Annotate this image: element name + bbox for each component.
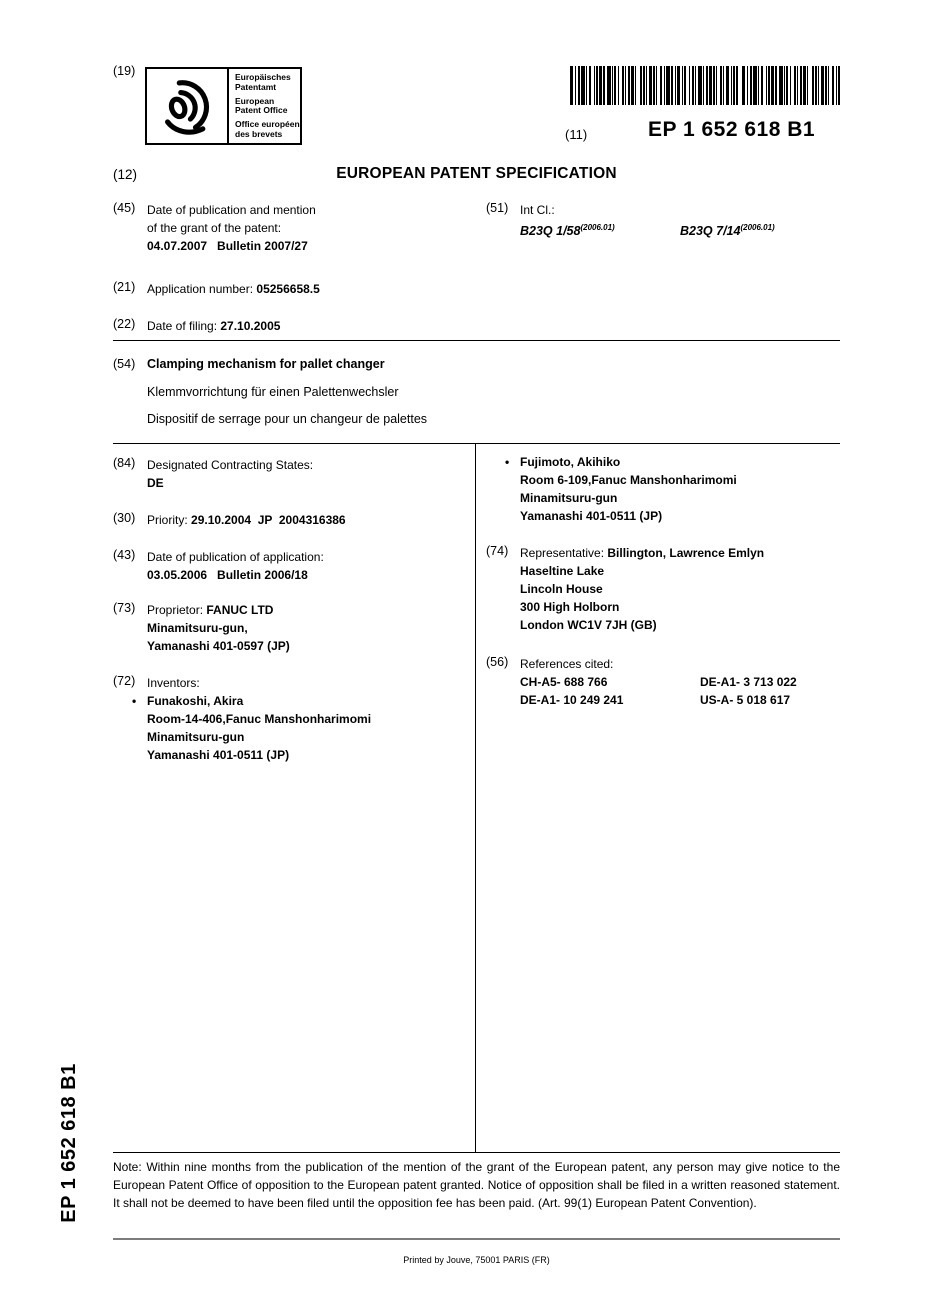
inventor-2-block <box>486 453 737 525</box>
printer-imprint: Printed by Jouve, 75001 PARIS (FR) <box>403 1255 550 1265</box>
column-divider <box>475 443 476 1152</box>
inid-12-label: (12) <box>113 167 138 182</box>
field-72-inventors <box>113 674 371 764</box>
field-51-int-cl <box>486 201 775 240</box>
states-value: DE <box>147 476 164 490</box>
epo-name-de-2: Patentamt <box>235 81 277 92</box>
application-number-value: 05256658.5 <box>256 282 320 296</box>
field-30-priority <box>113 511 346 529</box>
publication-date-caption: Date of publication of application: <box>147 550 324 564</box>
priority-caption: Priority: <box>147 513 192 527</box>
grant-date-caption-2: of the grant of the patent: <box>147 221 282 235</box>
bullet-icon: • <box>132 694 137 708</box>
field-45-grant-date <box>113 201 316 255</box>
proprietor-caption: Proprietor: <box>147 603 207 617</box>
int-cl-heading: Int Cl.: <box>520 203 555 217</box>
field-74-representative <box>486 544 764 634</box>
representative-addr-1: Haseltine Lake <box>520 564 605 578</box>
inventor-1-addr-1: Room-14-406,Fanuc Manshonharimomi <box>147 712 372 726</box>
reference-citation: CH-A5- 688 766 <box>520 675 608 689</box>
states-caption: Designated Contracting States: <box>147 458 314 472</box>
inventor-2-addr-1: Room 6-109,Fanuc Manshonharimomi <box>520 473 737 487</box>
publication-number: EP 1 652 618 B1 <box>648 118 816 141</box>
inventor-1-addr-3: Yamanashi 401-0511 (JP) <box>147 748 290 762</box>
inventor-2-addr-2: Minamitsuru-gun <box>520 491 618 505</box>
inid-54-label: (54) <box>113 357 136 371</box>
representative-addr-4: London WC1V 7JH (GB) <box>520 618 657 632</box>
invention-title-en: Clamping mechanism for pallet changer <box>147 357 385 371</box>
int-cl-code-2: B23Q 7/14 <box>680 224 741 239</box>
int-cl-ver-1: (2006.01) <box>580 223 615 232</box>
field-56-references <box>486 655 797 709</box>
inid-22-label: (22) <box>113 317 136 331</box>
inid-11-label: (11) <box>565 127 588 142</box>
inid-45-label: (45) <box>113 201 136 215</box>
inventor-2 <box>505 453 737 525</box>
inid-51-label: (51) <box>486 201 509 215</box>
references-heading: References cited: <box>520 657 614 671</box>
epo-name-fr-1: Office européen <box>235 119 300 129</box>
inid-19-label: (19) <box>113 64 136 78</box>
inventor-1-addr-2: Minamitsuru-gun <box>147 730 245 744</box>
field-21-application-number <box>113 280 320 298</box>
epo-name-de-1: Europäisches <box>235 72 291 82</box>
side-publication-number: EP 1 652 618 B1 <box>58 1063 80 1223</box>
field-84-states <box>113 456 313 492</box>
inid-84-label: (84) <box>113 456 136 470</box>
filing-date-value: 27.10.2005 <box>220 319 281 333</box>
inventor-1-name: Funakoshi, Akira <box>147 694 244 708</box>
epo-name-en-1: European <box>235 95 275 106</box>
filing-date-caption: Date of filing: <box>147 319 221 333</box>
proprietor-addr-2: Yamanashi 401-0597 (JP) <box>147 639 290 653</box>
int-cl-ver-2: (2006.01) <box>740 223 775 232</box>
field-43-publication-date <box>113 548 324 584</box>
int-cl-codes <box>520 219 775 240</box>
priority-value: 29.10.2004 JP 2004316386 <box>191 513 346 527</box>
epo-logo-box <box>145 67 302 145</box>
opposition-note: Note: Within nine months from the publication of the mention of the grant of the European patent, any person may give notice to the European Patent Office of opposition to the European patent granted. Notice of opposition shall be filed in a written reasoned statement. It shall not be deemed to have been filed until the opposition fee has been paid. (Art. 99(1) European Patent Convention). <box>113 1160 840 1210</box>
inid-74-label: (74) <box>486 544 509 558</box>
epo-logo-icon <box>147 69 229 143</box>
grant-date-caption-1: Date of publication and mention <box>147 203 316 217</box>
inid-30-label: (30) <box>113 511 136 525</box>
field-73-proprietor <box>113 601 290 655</box>
field-22-filing-date <box>113 317 280 335</box>
application-number-caption: Application number: <box>147 282 257 296</box>
inid-73-label: (73) <box>113 601 136 615</box>
references-row-1 <box>520 673 797 691</box>
invention-title-de: Klemmvorrichtung für einen Palettenwechsler <box>147 385 399 399</box>
epo-logo-text <box>229 69 300 143</box>
bullet-icon: • <box>505 455 510 469</box>
reference-citation: US-A- 5 018 617 <box>700 693 791 707</box>
int-cl-code-1: B23Q 1/58 <box>520 224 581 239</box>
inid-72-label: (72) <box>113 674 136 688</box>
representative-caption: Representative: <box>520 546 608 560</box>
divider-rule-2 <box>113 443 840 444</box>
inventor-1 <box>132 692 371 764</box>
invention-title-fr: Dispositif de serrage pour un changeur de palettes <box>147 412 428 426</box>
grant-date-value: 04.07.2007 Bulletin 2007/27 <box>147 239 308 253</box>
reference-citation: DE-A1- 10 249 241 <box>520 693 624 707</box>
document-type-title: EUROPEAN PATENT SPECIFICATION <box>336 165 617 182</box>
inventors-heading: Inventors: <box>147 676 200 690</box>
representative-addr-2: Lincoln House <box>520 582 603 596</box>
inventor-2-name: Fujimoto, Akihiko <box>520 455 621 469</box>
reference-citation: DE-A1- 3 713 022 <box>700 675 797 689</box>
publication-date-value: 03.05.2006 Bulletin 2006/18 <box>147 568 308 582</box>
representative-name: Billington, Lawrence Emlyn <box>607 546 765 560</box>
inid-56-label: (56) <box>486 655 509 669</box>
proprietor-name: FANUC LTD <box>206 603 274 617</box>
proprietor-addr-1: Minamitsuru-gun, <box>147 621 248 635</box>
inid-43-label: (43) <box>113 548 136 562</box>
representative-addr-3: 300 High Holborn <box>520 600 620 614</box>
inventor-2-addr-3: Yamanashi 401-0511 (JP) <box>520 509 663 523</box>
divider-rule-4 <box>113 1238 840 1240</box>
divider-rule-1 <box>113 340 840 341</box>
divider-rule-3 <box>113 1152 840 1153</box>
barcode <box>570 66 840 110</box>
references-row-2 <box>520 691 797 709</box>
epo-name-en-2: Patent Office <box>235 105 288 115</box>
epo-name-fr-2: des brevets <box>235 128 283 139</box>
inid-21-label: (21) <box>113 280 136 294</box>
